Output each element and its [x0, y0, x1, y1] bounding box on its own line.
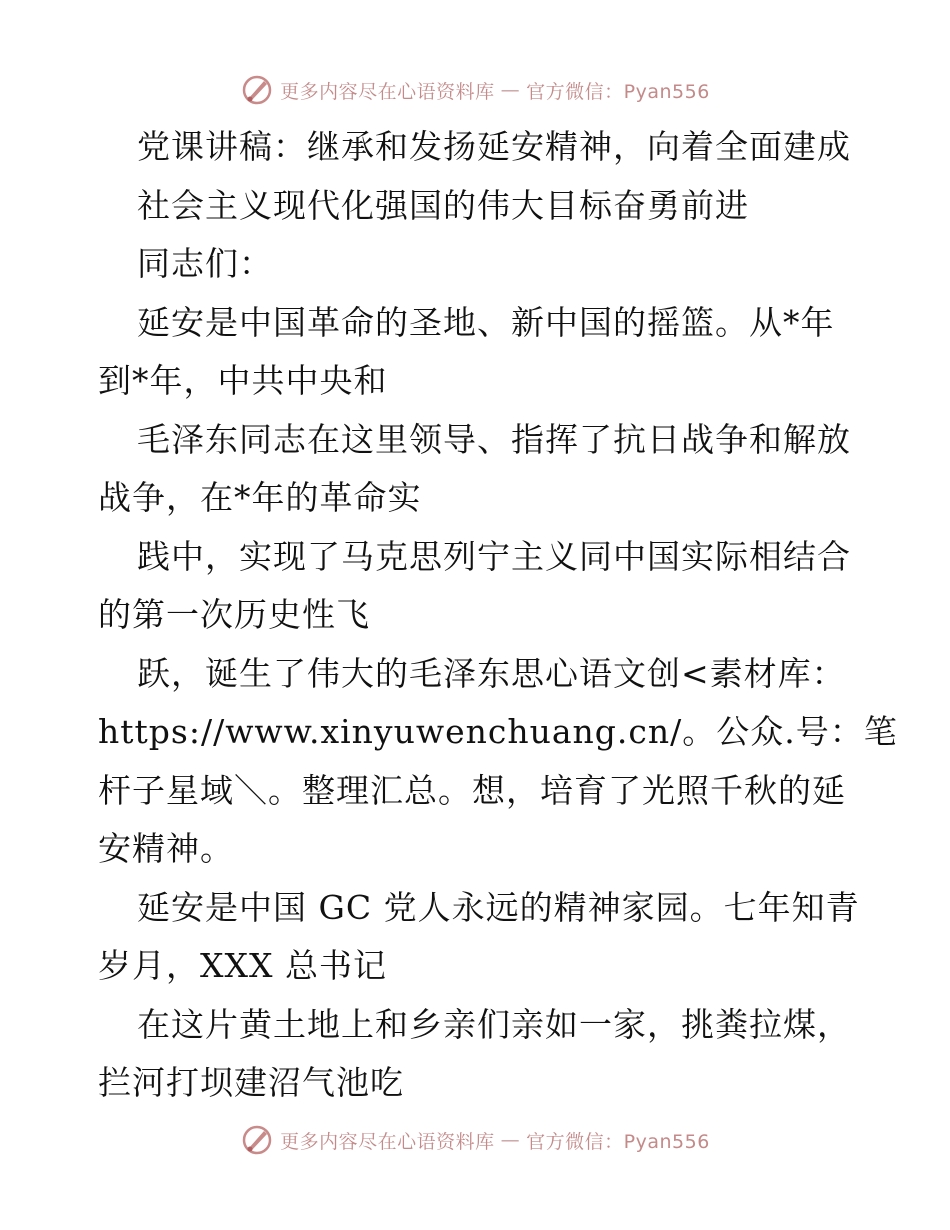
watermark-contact: 官方微信：Pyan556 — [526, 1130, 710, 1153]
paragraph-3-line-1: 践中，实现了马克思列宁主义同中国实际相结合 — [137, 537, 851, 576]
brush-pen-icon — [240, 1123, 274, 1157]
document-title-line-2: 社会主义现代化强国的伟大目标奋勇前进 — [137, 186, 749, 225]
paragraph-1-line-1: 延安是中国革命的圣地、新中国的摇篮。从*年 — [137, 303, 835, 342]
paragraph-1-line-2: 到*年，中共中央和 — [98, 361, 388, 400]
paragraph-4-line-1: 跃，诞生了伟大的毛泽东思心语文创<素材库： — [137, 654, 846, 693]
watermark-separator: — — [500, 79, 521, 101]
footer-watermark — [0, 1120, 950, 1160]
paragraph-3-line-2: 的第一次历史性飞 — [98, 595, 370, 634]
watermark-text: 更多内容尽在心语资料库 — [280, 1130, 495, 1153]
watermark-contact: 官方微信：Pyan556 — [526, 80, 710, 103]
paragraph-4-line-2: https://www.xinyuwenchuang.cn/。公众.号：笔 — [98, 712, 898, 751]
paragraph-2-line-2: 战争，在*年的革命实 — [98, 478, 422, 517]
paragraph-6-line-2: 拦河打坝建沼气池吃 — [98, 1063, 404, 1102]
document-title-line-1: 党课讲稿：继承和发扬延安精神，向着全面建成 — [137, 127, 851, 166]
paragraph-5-line-2: 岁月，XXX 总书记 — [98, 946, 387, 985]
salutation: 同志们： — [137, 244, 273, 283]
watermark-text: 更多内容尽在心语资料库 — [280, 80, 495, 103]
paragraph-4-line-4: 安精神。 — [98, 829, 234, 868]
watermark-separator: — — [500, 1129, 521, 1151]
paragraph-5-line-1: 延安是中国 GC 党人永远的精神家园。七年知青 — [137, 888, 860, 927]
paragraph-6-line-1: 在这片黄土地上和乡亲们亲如一家，挑粪拉煤， — [137, 1005, 851, 1044]
paragraph-2-line-1: 毛泽东同志在这里领导、指挥了抗日战争和解放 — [137, 420, 851, 459]
paragraph-4-line-3: 杆子星域＼。整理汇总。想，培育了光照千秋的延 — [98, 771, 846, 810]
